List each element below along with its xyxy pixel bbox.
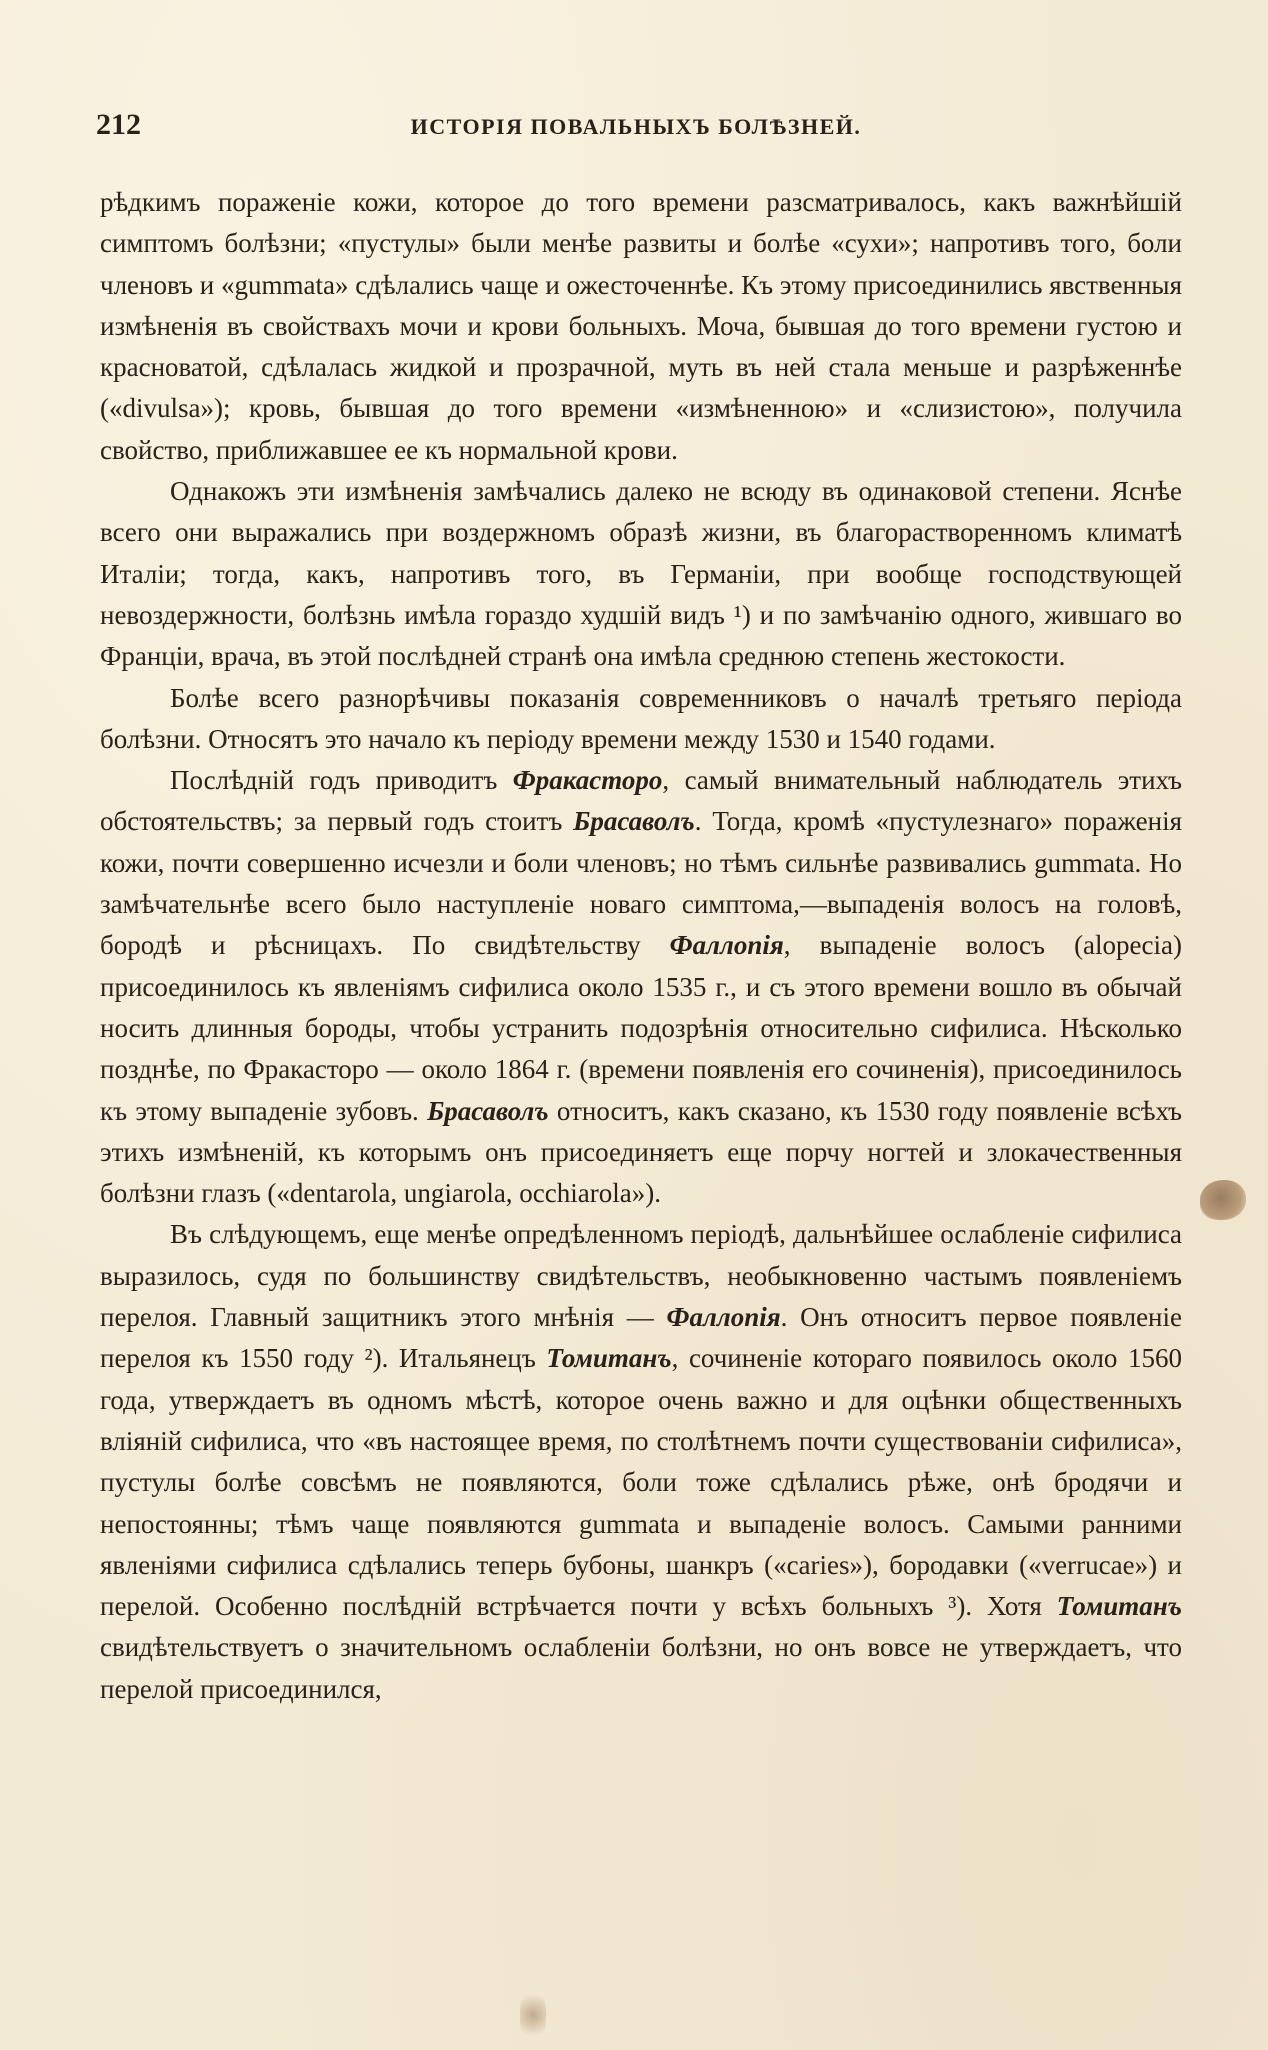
text-run: рѣдкимъ пораженіе кожи, которое до того времени разсматривалось, какъ важнѣйшій симптомъ болѣзни; «пустулы» были менѣе развиты и болѣе «сухи»; напротивъ того, боли членовъ и «gummata» сдѣлались чаще и ожесточеннѣе. Къ этому присоединились явственныя измѣненія въ свойствахъ мочи и крови больныхъ. Моча, бывшая до того времени густою и красноватой, сдѣлалась жидкой и прозрачной, муть въ ней стала меньше и разрѣженнѣе («divulsa»); кровь, бывшая до того времени «измѣненною» и «слизистою», получила свойство, приближавшее ее къ нормальной крови. (100, 187, 1182, 465)
text-run: . Тогда, кромѣ «пустулезнаго» пораженія кожи, почти совершенно исчезли и боли членовъ; но тѣмъ сильнѣе развивались gummata. Но замѣчательнѣе всего было наступленіе новаго симптома,—выпаденія волосъ на головѣ, бородѣ и рѣсницахъ. По свидѣтельству (100, 806, 1183, 961)
text-run: . Онъ относитъ первое появленіе перелоя къ 1550 году ²). Итальянецъ (100, 1302, 1182, 1374)
body-text (100, 182, 1182, 1710)
paper-smudge (520, 1990, 546, 2040)
page-header (96, 108, 1176, 152)
text-run: Однакожъ эти измѣненія замѣчались далеко не всюду въ одинаковой степени. Яснѣе всего они выражались при воздержномъ образѣ жизни, въ благорастворенномъ климатѣ Италіи; тогда, какъ, напротивъ того, въ Германіи, при вообще господствующей невоздержности, болѣзнь имѣла гораздо худшій видъ ¹) и по замѣчанію одного, жившаго во Франціи, врача, въ этой послѣдней странѣ она имѣла среднюю степень жестокости. (100, 476, 1182, 672)
text-run: Послѣдній годъ приводитъ (170, 765, 513, 796)
italic-name: Брасаволъ (573, 806, 695, 837)
italic-name: Фракасторо (512, 765, 663, 796)
text-run: , самый внимательный наблюдатель этихъ обстоятельствъ; за первый годъ стоитъ (100, 765, 1182, 837)
text-run: , выпаденіе волосъ (alopecia) присоединилось къ явленіямъ сифилиса около 1535 г., и съ этого времени вошло въ обычай носить длинныя бороды, чтобы устранить подозрѣнія относительно сифилиса. Нѣсколько позднѣе, по Фракасторо — около 1864 г. (времени появленія его сочиненія), присоединилось къ этому выпаденіе зубовъ. (100, 930, 1182, 1126)
italic-name: Томитанъ (1056, 1591, 1182, 1622)
italic-name: Фаллопія (669, 930, 784, 961)
page-number: 212 (96, 108, 141, 141)
text-run: свидѣтельствуетъ о значительномъ ослабленіи болѣзни, но онъ вовсе не утверждаетъ, что перелой присоединился, (100, 1632, 1182, 1704)
text-run: Болѣе всего разнорѣчивы показанія современниковъ о началѣ третьяго періода болѣзни. Относятъ это начало къ періоду времени между 1530 и 1540 годами. (100, 682, 1182, 754)
paragraph (100, 678, 1182, 761)
italic-name: Томитанъ (546, 1343, 672, 1374)
text-run: , сочиненіе котораго появилось около 1560 года, утверждаетъ въ одномъ мѣстѣ, которое очень важно и для оцѣнки общественныхъ вліяній сифилиса, что «въ настоящее время, по столѣтнемъ почти существованіи сифилиса», пустулы болѣе совсѣмъ не появляются, боли тоже сдѣлались рѣже, онѣ бродячи и непостоянны; тѣмъ чаще появляются gummata и выпаденіе волосъ. Самыми ранними явленіями сифилиса сдѣлались теперь бубоны, шанкръ («caries»), бородавки («verrucae») и перелой. Особенно послѣдній встрѣчается почти у всѣхъ больныхъ ³). Хотя (100, 1343, 1182, 1622)
italic-name: Брасаволъ (427, 1095, 549, 1126)
running-title: ИСТОРІЯ ПОВАЛЬНЫХЪ БОЛѢЗНЕЙ. (410, 114, 862, 139)
ink-blot (1200, 1180, 1246, 1220)
paragraph (100, 471, 1182, 677)
paragraph (100, 182, 1182, 471)
text-run: относитъ, какъ сказано, къ 1530 году появленіе всѣхъ этихъ измѣненій, къ которымъ онъ присоединяетъ еще порчу ногтей и злокачественныя болѣзни глазъ («dentarola, ungiarola, occhiarola»). (100, 1095, 1182, 1209)
paragraph (100, 760, 1182, 1214)
italic-name: Фаллопія (666, 1302, 781, 1333)
paragraph (100, 1214, 1182, 1710)
text-run: Въ слѣдующемъ, еще менѣе опредѣленномъ періодѣ, дальнѣйшее ослабленіе сифилиса выразилось, судя по большинству свидѣтельствъ, необыкновенно частымъ появленіемъ перелоя. Главный защитникъ этого мнѣнія — (100, 1219, 1182, 1333)
